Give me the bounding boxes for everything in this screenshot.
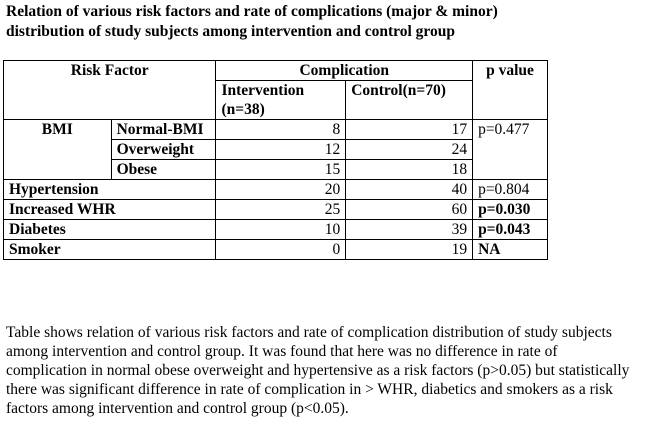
table-row (4, 200, 548, 220)
header-risk-factor: Risk Factor (4, 61, 216, 120)
risk-factor-label: Diabetes (4, 220, 216, 240)
control-value: 19 (346, 240, 473, 260)
p-value: p=0.043 (473, 220, 548, 240)
header-complication: Complication (216, 61, 473, 81)
control-value: 18 (346, 160, 473, 180)
intervention-value: 15 (216, 160, 346, 180)
risk-factor-table (3, 60, 548, 260)
risk-factor-label: Smoker (4, 240, 216, 260)
p-value: NA (473, 240, 548, 260)
table-title (6, 2, 636, 42)
intervention-value: 0 (216, 240, 346, 260)
control-value: 60 (346, 200, 473, 220)
bmi-label: BMI (4, 120, 112, 180)
intervention-value: 12 (216, 140, 346, 160)
intervention-value: 25 (216, 200, 346, 220)
title-line-1: Relation of various risk factors and rate of complications (major & minor) (6, 3, 498, 20)
control-value: 17 (346, 120, 473, 140)
bmi-category: Overweight (111, 140, 216, 160)
table-row (4, 180, 548, 200)
title-line-2: distribution of study subjects among intervention and control group (6, 23, 455, 40)
header-intervention: Intervention (n=38) (216, 81, 346, 120)
bmi-category: Normal-BMI (111, 120, 216, 140)
control-value: 24 (346, 140, 473, 160)
p-value: p=0.804 (473, 180, 548, 200)
control-value: 40 (346, 180, 473, 200)
control-value: 39 (346, 220, 473, 240)
table-description: Table shows relation of various risk factors and rate of complication distribution of study subjects among intervention and control group. It was found that here was no difference in rate of complication in normal obese overweight and hypertensive as a risk factors (p>0.05) but statistically there was significant difference in rate of complication in > WHR, diabetics and smokers as a risk factors among intervention and control group (p<0.05). (6, 324, 630, 417)
p-value: p=0.030 (473, 200, 548, 220)
intervention-value: 8 (216, 120, 346, 140)
header-row (4, 61, 548, 81)
intervention-value: 10 (216, 220, 346, 240)
table-row (4, 120, 548, 140)
table-row (4, 220, 548, 240)
table-row (4, 240, 548, 260)
bmi-category: Obese (111, 160, 216, 180)
intervention-value: 20 (216, 180, 346, 200)
p-value: p=0.477 (473, 120, 548, 180)
risk-factor-label: Increased WHR (4, 200, 216, 220)
header-control: Control(n=70) (346, 81, 473, 120)
risk-factor-label: Hypertension (4, 180, 216, 200)
header-p-value: p value (473, 61, 548, 120)
